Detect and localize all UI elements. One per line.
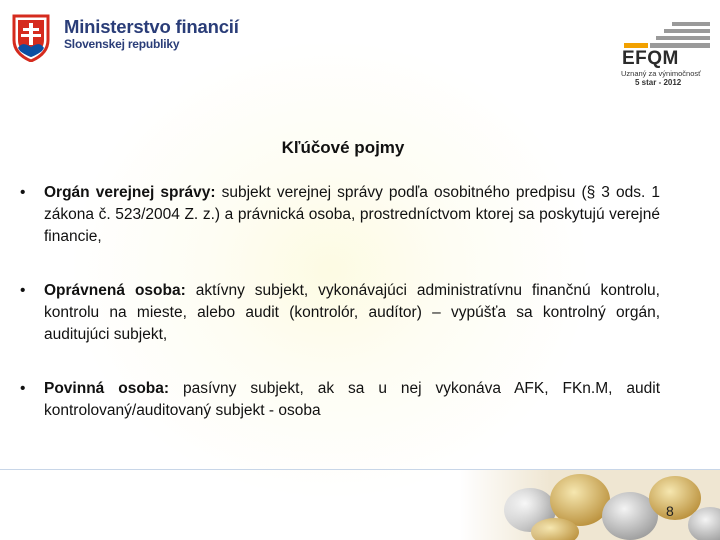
page-number: 8 [666, 503, 674, 519]
list-item [20, 182, 660, 248]
ministry-subtitle: Slovenskej republiky [64, 37, 180, 51]
efqm-stars: 5 star - 2012 [635, 78, 682, 87]
list-item [20, 378, 660, 422]
definition-term: Orgán verejnej správy: [44, 184, 216, 201]
coins-photo [460, 470, 720, 540]
definition-body: aktívny subjekt, vykonávajúci administratívnu finančnú kontrolu, kontrolu na mieste, alebo audit (kontrolór, audítor) – vypúšťa sa kontrolný orgán, auditujúci subjekt, [44, 282, 660, 343]
ministry-title: Ministerstvo financií [64, 16, 239, 37]
definition-body: subjekt verejnej správy podľa osobitného predpisu (§ 3 ods. 1 zákona č. 523/2004 Z. z.) a právnická osoba, prostredníctvom ktorej sa poskytujú verejné financie, [44, 184, 660, 245]
definition-term: Povinná osoba: [44, 380, 170, 397]
bullet: • [20, 380, 26, 397]
ministry-logo [12, 14, 239, 62]
definition-text [44, 378, 660, 422]
definition-text [44, 280, 660, 346]
bullet: • [20, 184, 26, 201]
definition-body: pasívny subjekt, ak sa u nej vykonáva AFK, FKn.M, audit kontrolovaný/auditovaný subjekt - osoba [44, 380, 660, 419]
definition-term: Oprávnená osoba: [44, 282, 186, 299]
efqm-bars-icon [616, 18, 716, 50]
list-item [20, 280, 660, 346]
bullet: • [20, 282, 26, 299]
efqm-wordmark: EFQM [622, 48, 679, 69]
slovak-coat-of-arms-icon [12, 14, 50, 62]
efqm-logo [616, 18, 716, 88]
slide-title: Kľúčové pojmy [281, 138, 405, 157]
efqm-subtitle: Uznaný za výnimočnosť [621, 69, 701, 78]
definition-text [44, 182, 660, 248]
definitions-list [20, 182, 660, 454]
